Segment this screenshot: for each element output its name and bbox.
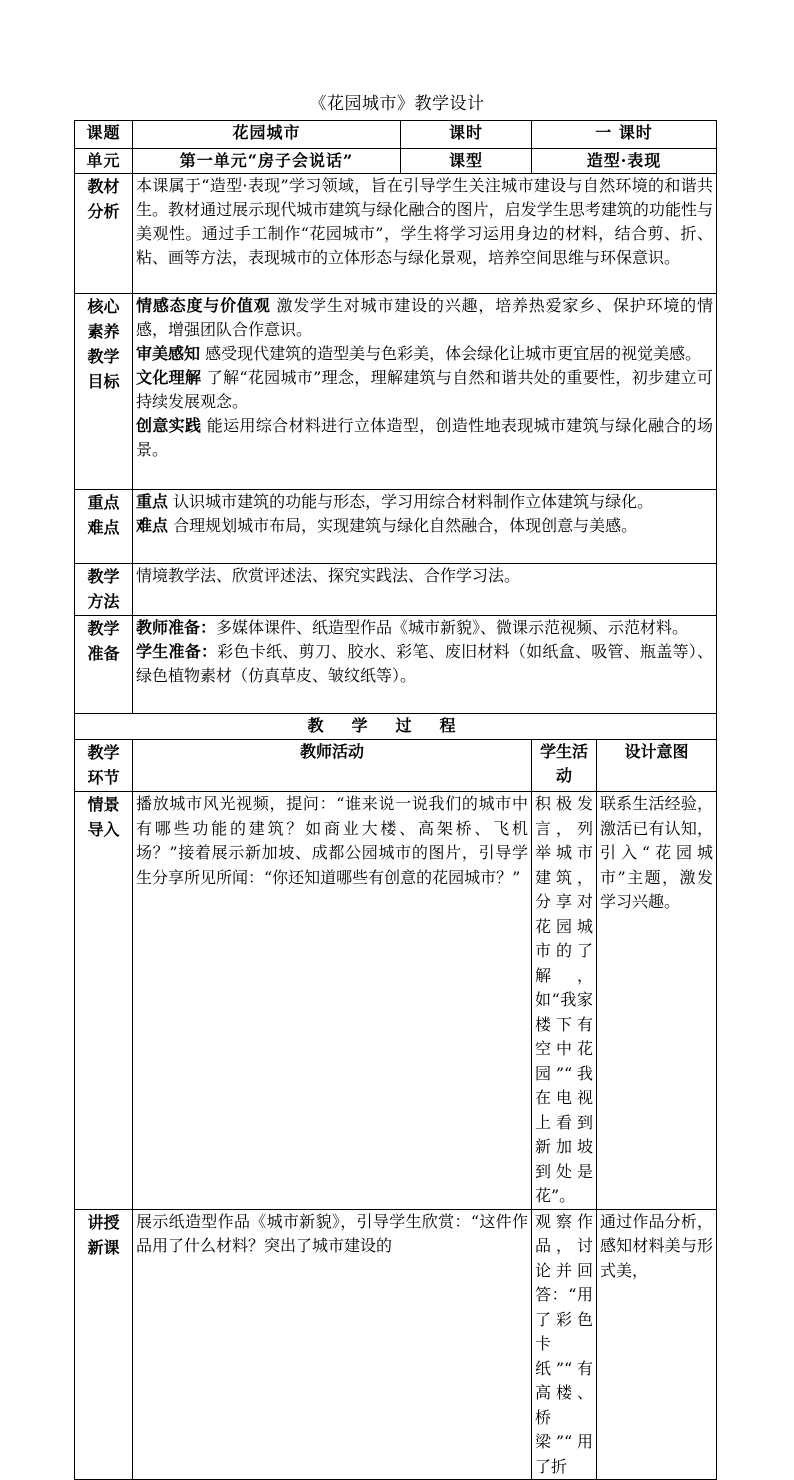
design-intent-header: 设计意图 <box>597 740 717 792</box>
prep-content <box>133 616 717 714</box>
lesson-plan-table <box>74 120 717 1480</box>
goal-item-culture: 文化理解 了解“花园城市”理念，理解建筑与自然和谐共处的重要性，初步建立可持续发展观念。 <box>136 368 713 411</box>
topic-label: 课题 <box>75 121 133 149</box>
prep-teacher: 教师准备：多媒体课件、纸造型作品《城市新貌》、微课示范视频、示范材料。 <box>136 618 689 637</box>
keypoints-label: 重点 难点 <box>75 490 133 564</box>
document-title: 《花园城市》教学设计 <box>309 94 485 114</box>
goal-item-aesthetic: 审美感知 感受现代建筑的造型美与色彩美，体会绿化让城市更宜居的视觉美感。 <box>136 344 702 363</box>
teacher-activity-header: 教师活动 <box>133 740 532 792</box>
stage-header: 教学 环节 <box>75 740 133 792</box>
goals-content <box>133 294 717 490</box>
topic-value: 花园城市 <box>133 121 401 149</box>
prep-row <box>75 616 717 714</box>
goals-label: 核心 素养 教学 目标 <box>75 294 133 490</box>
prep-student: 学生准备：彩色卡纸、剪刀、胶水、彩笔、废旧材料（如纸盒、吸管、瓶盖等）、绿色植物素材（仿真草皮、皱纹纸等）。 <box>136 642 713 685</box>
unit-row <box>75 149 717 174</box>
process-title: 教学过程 <box>75 714 717 740</box>
goals-row <box>75 294 717 490</box>
keypoints-content <box>133 490 717 564</box>
intro-teacher-activity: 播放城市风光视频，提问：“谁来说一说我们的城市中有哪些功能的建筑？如商业大楼、高架桥、飞机场？”接着展示新加坡、成都公园城市的图片，引导学生分享所见所闻：“你还知道哪些有创意的花园城市？” <box>133 792 532 1210</box>
stage-intro-label: 情景 导入 <box>75 792 133 1210</box>
student-activity-header: 学生活动 <box>532 740 597 792</box>
keypoint-difficulty: 难点 合理规划城市布局，实现建筑与绿化自然融合，体现创意与美感。 <box>136 516 638 535</box>
methods-row <box>75 564 717 616</box>
analysis-text: 本课属于“造型·表现”学习领域，旨在引导学生关注城市建设与自然环境的和谐共生。教材通过展示现代城市建筑与绿化融合的图片，启发学生思考建筑的功能性与美观性。通过手工制作“花园城市”，学生将学习运用身边的材料，结合剪、折、粘、画等方法，表现城市的立体形态与绿化景观，培养空间思维与环保意识。 <box>133 174 717 294</box>
methods-label: 教学 方法 <box>75 564 133 616</box>
type-value: 造型·表现 <box>532 149 717 174</box>
keypoints-row <box>75 490 717 564</box>
type-label: 课型 <box>401 149 532 174</box>
process-row-intro <box>75 792 717 1210</box>
hours-value: 一 课时 <box>532 121 717 149</box>
process-header-row <box>75 740 717 792</box>
stage-lecture-label: 讲授 新课 <box>75 1209 133 1480</box>
lecture-design-intent: 通过作品分析，感知材料美与形式美， <box>597 1209 717 1480</box>
unit-label: 单元 <box>75 149 133 174</box>
prep-label: 教学 准备 <box>75 616 133 714</box>
process-row-lecture <box>75 1209 717 1480</box>
intro-design-intent: 联系生活经验，激活已有认知，引入“花园城市”主题，激发学习兴趣。 <box>597 792 717 1210</box>
analysis-label: 教材 分析 <box>75 174 133 294</box>
unit-value: 第一单元“房子会说话” <box>133 149 401 174</box>
lecture-student-activity: 观察作品，讨论并回答：“用了彩色卡纸”“有高楼、桥梁”“用了折 <box>532 1209 597 1480</box>
intro-student-activity: 积极发言，列举城市建筑，分享对花园城市的了解，如“我家楼下有空中花园”“我在电视上看到新加坡到处是花”。 <box>532 792 597 1210</box>
lecture-teacher-activity: 展示纸造型作品《城市新貌》，引导学生欣赏：“这件作品用了什么材料？突出了城市建设的 <box>133 1209 532 1480</box>
methods-text: 情境教学法、欣赏评述法、探究实践法、合作学习法。 <box>133 564 717 616</box>
goal-item-emotion: 情感态度与价值观 激发学生对城市建设的兴趣，培养热爱家乡、保护环境的情感，增强团队合作意识。 <box>136 296 713 339</box>
analysis-row <box>75 174 717 294</box>
process-title-row <box>75 714 717 740</box>
hours-label: 课时 <box>401 121 532 149</box>
keypoint-focus: 重点 认识城市建筑的功能与形态，学习用综合材料制作立体建筑与绿化。 <box>136 492 654 511</box>
topic-row <box>75 121 717 149</box>
goal-item-creative: 创意实践 能运用综合材料进行立体造型，创造性地表现城市建筑与绿化融合的场景。 <box>136 416 713 459</box>
